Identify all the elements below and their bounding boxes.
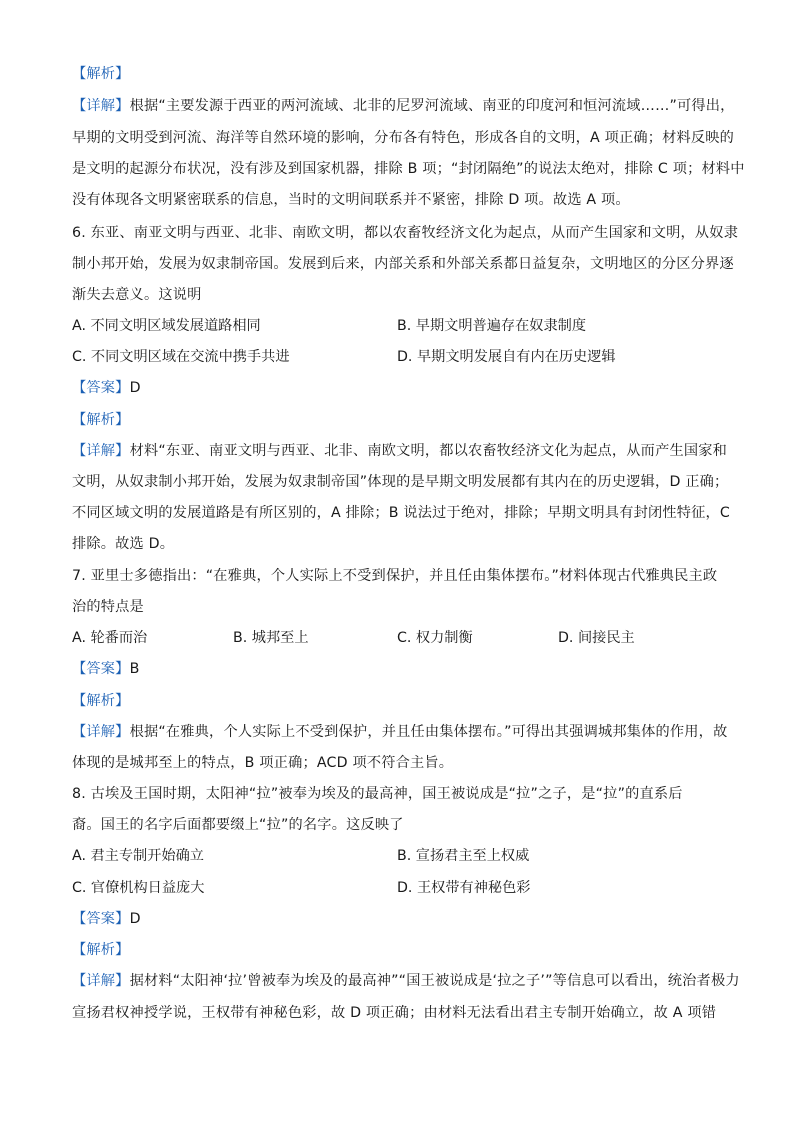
line-text: 据材料“太阳神‘拉’曾被奉为埃及的最高神”“国王被说成是‘拉之子’”等信息可以看出，统治者极力	[129, 973, 740, 989]
line-text: 7. 亚里士多德指出：“在雅典，个人实际上不受到保护，并且任由集体摆布。”材料体现古代雅典民主政	[72, 568, 718, 584]
answer-option: D. 王权带有神秘色彩	[397, 880, 531, 896]
text-line	[72, 1003, 732, 1023]
answer-option: C. 权力制衡	[397, 630, 473, 646]
section-tag: 【详解】	[72, 98, 130, 114]
text-line	[72, 659, 732, 679]
line-text: 没有体现各文明紧密联系的信息，当时的文明间联系并不紧密，排除 D 项。故选 A 项。	[72, 192, 630, 208]
section-tag: 【答案】	[72, 380, 130, 396]
answer-option: C. 不同文明区域在交流中携手共进	[72, 349, 290, 365]
answer-option: A. 不同文明区域发展道路相同	[72, 318, 261, 334]
text-line	[72, 784, 732, 804]
section-tag: 【解析】	[72, 693, 130, 709]
line-text: 制小邦开始，发展为奴隶制帝国。发展到后来，内部关系和外部关系都日益复杂，文明地区的分区分界逐	[72, 256, 734, 272]
line-text: 根据“在雅典，个人实际上不受到保护，并且任由集体摆布。”可得出其强调城邦集体的作用，故	[129, 724, 728, 740]
line-text: 文明，从奴隶制小邦开始，发展为奴隶制帝国”体现的是早期文明发展都有其内在的历史逻辑，D 正确；	[72, 474, 729, 490]
text-line	[72, 159, 745, 179]
text-line	[72, 441, 732, 461]
answer-option: D. 间接民主	[558, 630, 635, 646]
text-line	[72, 128, 735, 148]
text-line	[72, 472, 732, 492]
line-text: 8. 古埃及王国时期，太阳神“拉”被奉为埃及的最高神，国王被说成是“拉”之子，是“拉”的直系后	[72, 786, 683, 802]
line-text: B	[129, 661, 140, 677]
section-tag: 【详解】	[72, 973, 130, 989]
text-line	[72, 285, 732, 305]
line-text: 裔。国王的名字后面都要缀上“拉”的名字。这反映了	[72, 817, 404, 833]
answer-option: B. 宣扬君主至上权威	[397, 848, 530, 864]
text-line	[72, 96, 735, 116]
line-text: 是文明的起源分布状况，没有涉及到国家机器，排除 B 项；“封闭隔绝”的说法太绝对，排除 C 项；材料中	[72, 161, 745, 177]
section-tag: 【解析】	[72, 942, 130, 958]
text-line	[72, 64, 732, 84]
line-text: 早期的文明受到河流、海洋等自然环境的影响，分布各有特色，形成各自的文明，A 项正确；材料反映的	[72, 130, 735, 146]
section-tag: 【解析】	[72, 66, 130, 82]
text-line	[72, 815, 732, 835]
answer-option: B. 城邦至上	[233, 630, 309, 646]
text-line	[72, 190, 732, 210]
answer-option: C. 官僚机构日益庞大	[72, 880, 205, 896]
section-tag: 【解析】	[72, 412, 130, 428]
text-line	[72, 971, 740, 991]
text-line	[72, 410, 732, 430]
line-text: 排除。故选 D。	[72, 536, 175, 552]
line-text: 6. 东亚、南亚文明与西亚、北非、南欧文明，都以农畜牧经济文化为起点，从而产生国家和文明，从奴隶	[72, 225, 739, 241]
text-line	[72, 378, 732, 398]
text-line	[72, 940, 732, 960]
section-tag: 【答案】	[72, 661, 130, 677]
section-tag: 【详解】	[72, 443, 130, 459]
line-text: 宣扬君权神授学说，王权带有神秘色彩，故 D 项正确；由材料无法看出君主专制开始确立，故 A 项错	[72, 1005, 717, 1021]
line-text: 体现的是城邦至上的特点，B 项正确；ACD 项不符合主旨。	[72, 755, 454, 771]
text-line	[72, 909, 732, 929]
line-text: 渐失去意义。这说明	[72, 287, 202, 303]
line-text: 治的特点是	[72, 599, 144, 615]
text-line	[72, 691, 732, 711]
text-line	[72, 503, 732, 523]
answer-option: A. 轮番而治	[72, 630, 148, 646]
text-line	[72, 223, 739, 243]
line-text: 根据“主要发源于西亚的两河流域、北非的尼罗河流域、南亚的印度河和恒河流域……”可得出，	[129, 98, 735, 114]
line-text: D	[129, 380, 141, 396]
line-text: 不同区域文明的发展道路是有所区别的，A 排除；B 说法过于绝对，排除；早期文明具有封闭性特征，C	[72, 505, 731, 521]
answer-option: A. 君主专制开始确立	[72, 848, 204, 864]
section-tag: 【答案】	[72, 911, 130, 927]
text-line	[72, 722, 732, 742]
line-text: D	[129, 911, 141, 927]
answer-option: B. 早期文明普遍存在奴隶制度	[397, 318, 587, 334]
text-line	[72, 534, 732, 554]
section-tag: 【详解】	[72, 724, 130, 740]
text-line	[72, 753, 732, 773]
answer-option: D. 早期文明发展自有内在历史逻辑	[397, 349, 616, 365]
text-line	[72, 597, 732, 617]
text-line	[72, 566, 732, 586]
line-text: 材料“东亚、南亚文明与西亚、北非、南欧文明，都以农畜牧经济文化为起点，从而产生国家和	[129, 443, 728, 459]
text-line	[72, 254, 732, 274]
